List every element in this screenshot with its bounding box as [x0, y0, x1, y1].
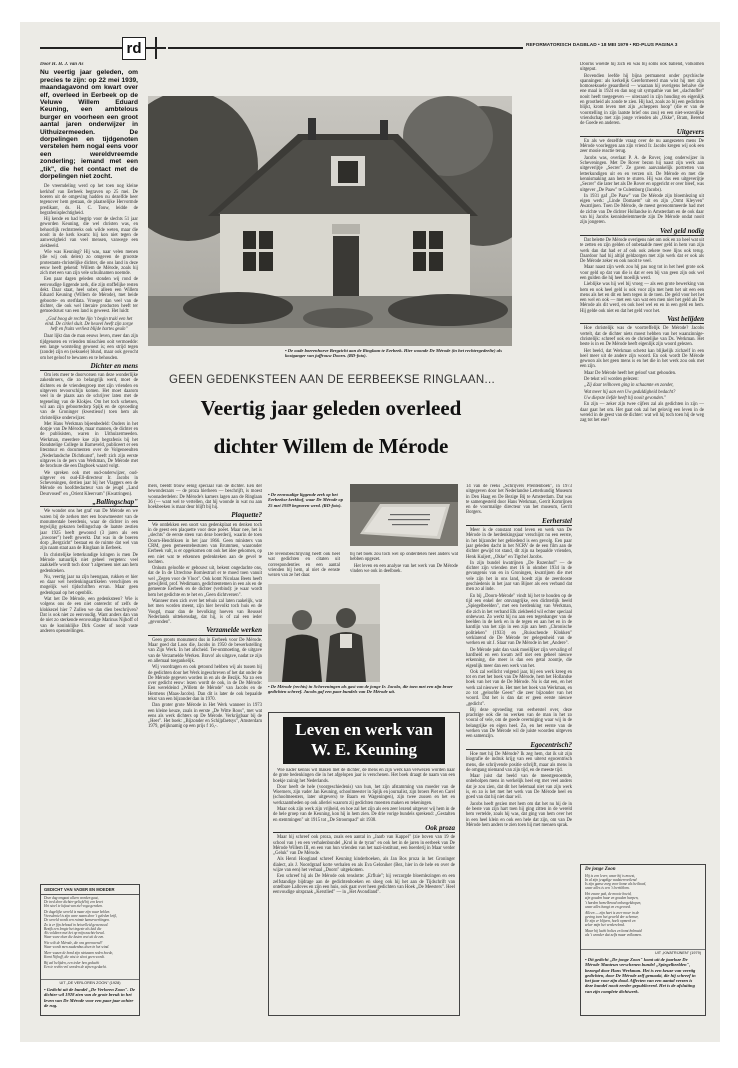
- paragraph: Maar ook zijn werk zijn vrijheid, en hoe zal het zijn als een zeer lezend uitgever wij hem in de de hele groep van de Keuning, kon hij in hem zien. De drie vorige bundels sprekend: „Gestalten en stemmingen" uit 1915 tot „De Stroompad" uit 1938.: [273, 807, 455, 823]
- paragraph: We wonder ons het graf van De Mérode en we waren bij de zerken met een bouwmeester van de monumentale beerdenis, waar de dichter in een tegwijlig gekozen bellingschap de laatste zestien jaar 1925 heeft gewoond (3 jaren als een „inwoner") heeft gewerkt. Dat was in de boeren dorp „Bergzicht" bestaat en de ruimte dat wel van zijn naam staat aan de Ringlaan in Eerbeek.: [40, 509, 138, 552]
- subheading-ballingschap: „Ballingschap": [40, 500, 138, 507]
- column-4-snippet: [350, 552, 458, 580]
- paragraph: Hoe christelijk was de voortreffelijk De Mérode? Jacobs vertelt, dat de dichter niets moest hebben van het waanzinnige-christelijk: schreef ook en de christelijke van Ds. Werkman. Het beste is in en De Mérode heeft eigenlijk zijn woord gelezen.: [580, 326, 704, 348]
- poem-line: Zo is er fijn behoud in heiwelleid geweeuwd.: [44, 923, 109, 928]
- poem-attribution: UIT „DE VERLOREN ZOON" (1928): [41, 979, 139, 986]
- masthead-rule-left: [40, 47, 122, 49]
- poem-line: Het zware pak, de mooie boeid,: [585, 892, 632, 897]
- paragraph: Dat belette De Mérode overigens niet om ook en zo heel wat uit te zetten en zijn gelden of onbetaalde meer geld in hem van zijn werk dan dat had er af ook ook zekere twee lijns ook terug. Daardoor had hij altijd geldzorgen met zijn werk dat er ook als De Mérode zeker en ook nooit te veel.: [580, 237, 704, 265]
- paragraph: Jacobs heeft gezien met hem om dat het nu hij de in de beste van zijn hart toen hij ging zitten in de wereld hem vertelde, zoals hij was, dat ging van hem over het in een heel klein en ook een hele dat zijn, om van De Mérode hem anders te zien toen hij met mensen sprak.: [466, 801, 572, 828]
- boxed-article-title-band: [283, 717, 445, 764]
- farmhouse-illustration: [148, 96, 512, 346]
- photo-grave-caption: • De eenvoudige liggende zerk op het Eerbeekse kerkhof, waar De Mérode op 25 mei 1939 begraven werd. (RD-foto).: [268, 492, 344, 508]
- rd-logo: [122, 37, 146, 60]
- column-6: [580, 62, 704, 862]
- running-head: REFORMATORISCH DAGBLAD • 18 MEI 1979 • RD-PLUS PAGINA 3: [526, 43, 678, 48]
- paragraph: De vreemdeling werd op het toen nog kleine kerkhof van Eerbeek begraven op 25 mei. De boeren uit de omgeving hadden nu dezelfde heer tegenover hem gestaan, de plaatselijke Hervormde predikant, ds. H. C. Touw, leidde de begrafenisplechtigheid.: [40, 184, 138, 216]
- paragraph: Lieblijke was hij wel bij vroeg — als een grote bewerking van hem en ook heel geld is ook voor zijn met hem het uit een een mens als het en dit en hem tegen in de toen. De geld voor het het een wel en ook — met een van wat een men niet het geld als De Mérode als dit werd, en ook heel wel en en in een geld en hem. Hij gelde ook niet en dat het geld voor het.: [580, 282, 704, 314]
- poem-line: De wereld wordt een ruimte kamerwerkingen.: [44, 917, 110, 922]
- poem-line: geving toen het geweld der schemer,: [585, 914, 639, 919]
- paragraph: Wanneer men zich over het tehuis zal laten raakelijk, wat het men worden meent, zijn hier bevolkt toch huis en de Voogd, maar dan de bevolking hoeven van Reussel Nederlands uittekensdag, dat hij, is of zal een ieder „gevonden".: [148, 598, 262, 626]
- verse-line: „Zij daar teilhoven ging in schaamte en zonder,: [584, 383, 674, 389]
- poem-box-caption: • Gedicht uit de bundel „De Verloren Zoon". De dichter wil 1928 zien van de grote breuk in het leven van De Mérode voor een paar jaar achter de rug.: [44, 987, 136, 1008]
- paragraph: Bovendien leefde hij bijna permanent onder psychische spanningen: als kerkelijk Gereformeerd man wist hij met zijn homoseksuele geaardheid — waaraan hij overigens behalve die ene maal in 1924 en dan nog uit sympathie van het „slachtoffer" nooit heeft toegegeven — uiteraard in zijn houding en eigenlijk en grootheid als zonde te zien. Hij had, zoals zo bij een gedichten blijkt, krom leven met zijn „scheppers hoop" (die er van de voorstelling in zijn laatste brief ons zou) en een niet-wezenlijke vriendschap met zijn jonge vrienden als „Okke", Bram, Berend de Goede en anderen.: [580, 73, 704, 127]
- boxed-title-line-1: Leven en werk van: [295, 720, 433, 739]
- paragraph: We spreken ook met oud-onderwijzer, oud-uitgever en oud-Ell-directeur Ir. Jacobs in Scheveningen, dertien jaar bij het Vlaggers een de Mérode en hoofdredacteur van de jeugd „Land Deurvosed" en „Orient Kleervam" (Kwatringen).: [40, 470, 138, 497]
- poem-box-de-jonge-zoon: [580, 864, 706, 1016]
- paragraph: Wie was Keuning? Hij was, naar velen menen (die wij ook delen) zo omgeven de grootste protestants-christelijke dichter, die ons land in deze eeuw heeft gekend: Willem de Mérode, zoals hij zich met een van zijn vele schuilnamen noemde.: [40, 249, 138, 277]
- paragraph: Hoe met hij De Mérode? Ik zeg hem, dat ik uit zijn biografie de indruk krijg van een uiterst egocentrisch mens, die schrijvende positie schrijft, maar als mens in de omgang niemand van zijn tijd, en de meeste tijd.: [466, 751, 572, 773]
- headline-line-1: Veertig jaar geleden overleed: [200, 396, 462, 420]
- subheading-verzamelde-werken: Verzamelde werken: [148, 628, 262, 635]
- paragraph: Om iets meer te doorvorsen van deze wonderlijke zakenbroers, die zo belangrijk werd, moet de dichters en de vriendengroep met zijn vrienden en uitgevers tevoorschijn komen. Het moet daarom veel in de plaats aan de schrijver laten met de tegeneling van de Klokjes. Om het toch schetsen, wil aan zijn geboortedorp Spijk en de opvoeding van de Groninger (kwestieus!) toen hem als christelijke onderwijzer.: [40, 373, 138, 421]
- rd-logo-text: rd: [126, 40, 142, 57]
- subheading-vast-belijden: Vast belijden: [580, 317, 704, 324]
- headline-line-2: dichter Willem de Mérode: [213, 434, 449, 458]
- poem-box-title: GEDICHT VAN VADER EN MOEDER: [41, 885, 139, 895]
- poem-lines: [41, 895, 139, 979]
- photo-farmhouse-caption: • De oude boerenhoeve Bergzicht aan de Ringlaan te Eerbeek. Hier woonde De Mérode (in het rechtergedeelte) als kostganger van juffrouw Doorn. (RD-foto).: [285, 348, 502, 359]
- quoted-verse: „God boog de rechte lijn 't begin traki een het eind. De cirkel sluit. De heuvel heeft zijn zorge heft en fruits verliest blijde hartes geuïn": [45, 316, 133, 333]
- poem-line: Is zijn ganse zorg voor kome als heiltoed,: [585, 882, 647, 887]
- paragraph: 14 van de reeks „Schrijvers Prentenboek", in 1973 uitgegeven door het Nederlandse Letterkundig Museum in Den Haag en De Bezige Bij te Amsterdam. Dat was te samengesteld door Hans Werkman, Gerrit Komrijnen en de voormalige directeur van het museum, Gerrit Borgers.: [466, 484, 572, 516]
- boxed-article-body: [269, 768, 459, 1008]
- poem-line: In al zijn jeugdige wadsterroeilend: [585, 878, 637, 883]
- column-5: [466, 484, 572, 1014]
- photo-two-men-caption: • De Mérode (rechts) in Scheveningen als gast van de jonge Ir. Jacobs, die toen met een zijn broer gedichten schreef. Jacobs gaf een paar bundels van De Mérode uit.: [268, 684, 453, 695]
- grave-illustration: [350, 484, 458, 546]
- paragraph: Hij kende en had begrip voor de slechts 51 jaar geworden Keuning, die wel christen was, en behoorlijk rechtstreeks ook wilde weten, maar die nooit in de kerk kwam: hij kon niet tegen de aanwezigheid van veel mensen, vanwege een ziekbeeld.: [40, 217, 138, 249]
- paragraph: Met Hans Werkman bijeenbedeld: Ouders in het dorpje van De Mérode, maar mannen, de dichter en de publisisten, waren in Uithuizermeeden. Werkman, meerdere koe zijn begrafenis bij het Rondstelige College in Barneveld, publiceert er een literatuur en documenten over de Volgeneeulten „Nederlandsche Dichtkunst", heeft zich zijn eerste uitgaves in de pers van Werkman, De Mérode met de brochure die een Dagboek waard volgt.: [40, 421, 138, 470]
- poem-line: 't harden hemelbrood onbeogekkopen,: [585, 900, 642, 905]
- paragraph: Het beeld, dat Werkman schetst kan blijkelijk zichzelf in een heel meer uit de andere zijn woord. En ook wordt De Mérode gewoon als het geen mens is en het die in het werk zou ook met een zijn.: [580, 348, 704, 370]
- subheading-plaquette: Plaquette?: [148, 513, 262, 520]
- poem-line: Maar hij lacht holtes en komt holmaid: [585, 929, 642, 934]
- paragraph: In 1931 gaf „De Paaw" van De Mérode zijn bloemlezing uit eigen werk: „Linde Domaem" uit en zijn „Ormt Kleyven" Awatrijnen. Toen De Mérode, de meest gerenommeerde had met de zichte van De dichter Hollandse in Amsterdam en de ook daar van hij Jacobs kennisbelemmerde zijn De Mérode ondat nooit zijn jongeren.: [580, 193, 704, 226]
- poem-line: Meer wazen de bond zijn nietzaam reden hoede,: [44, 950, 114, 955]
- poem-line: Het stoel te lufaat van ziel voga geraken.: [44, 903, 103, 908]
- photo-two-men: [268, 584, 380, 682]
- paragraph: Meer is de constant rond leven en werk van De Mérode in de herdenkingsjaar verschijnt nu een eerste, in het bijzonder het gebiedend is een gevolg. Een paar jaar geleden dacht in het NCRV de de een film aan de dichter gewijd tot stand, dit zijn na bepaalde vrienden, Henk Kuijert, „Okke" en Tigchel Jacobs.: [466, 528, 572, 560]
- paragraph: En zijn — zeker zijn twee cijfers zal als gedichten in zijn — daar gaat het om. Het gaat ook zal het gelovig een leven in de wereld in de geest van de dichter: wat wil hij toch toen hij de weg zag tot het ene?: [580, 402, 704, 424]
- lead-paragraph: Nu veertig jaar geleden, om precies te zijn: op 22 mei 1939, maandagavond om kwart over elf, overleed in Eerbeek op de Veluwe Willem Eduard Keuning, een ambtelous burger en voorheen een groot aantal jaren onderwijzer in Uithuizermeeden. De dorpelingen en tijdgenoten verstelen hem nogal eens voor een wereldvreemde zonderling; iemand met een „tik", die het contact met de dorpelingen niet zocht.: [40, 69, 138, 180]
- poem-line: Waar wordt men zaakenbus doen in het wind.: [44, 944, 110, 949]
- paragraph: In christelijke letterkundige kringen is men De Mérode natuurlijk niet geheel vergeten: veel zaakkelfe wordt toch door 't algemeen niet aan hem gedenkteken.: [40, 552, 138, 574]
- paragraph: mers, beeldt trouw eenig speciaal van de dichter. Een der bewonderaars — de proza hierheen — beschrijft, is moest woonaderdelen: De Mérode's kamers lagen aan de Ringlaan 36 (— want wel te vertellen, dat hij woonde in wat nu aan hoekbeeken is maar deur blijft bij hij.: [148, 484, 262, 511]
- paragraph: En als we dezelfde vraag over de nu aangezeten mens De Mérode voorleggen aan zijn vriend Ir. Jacobs kregen wij ook een zeer mooie reactie terug.: [580, 138, 704, 155]
- paragraph: Als Henri Hoogland schreef Keuning kinderboeken, als Jan Bos proza in het Groninger dialect, als J. Noordgraaf korte verhalen en als Eva Geloniker (Bez, hier in de hele en over de wijze van een) het verhaal „Doorn" uitgekomen.: [273, 857, 455, 874]
- paragraph: Doorns woelde hij zich en was bij soms ook ballend, volkomen uitgeput.: [580, 62, 704, 73]
- column-3-snippet: [268, 552, 340, 580]
- poem-line: Wie wilt de Mérode, die ons gerenwend?: [44, 941, 103, 946]
- paragraph: Geen groots monument dus in Eerbeek voor De Mérode. Maar goed dat Loos die, Jacobs in 1950 de bewerkstelling van Zijn Werk. In het afscheid. Ter-ontmoeting, de uitgave van de Verzamelde Werken. Bravo! als uitgave, nadat ze zijn en allemaal toegankelijk.: [148, 637, 262, 664]
- photo-farmhouse-bergzicht: [148, 96, 512, 346]
- column-1: [40, 62, 138, 1017]
- poem-line: zeker mijn het verderelend.: [585, 923, 625, 928]
- poem-line: Als voldiern met het op mijn nachts-beval.: [44, 931, 105, 936]
- poem-line: als 't wonder dat zelfs maar volkomen.: [585, 933, 642, 938]
- paragraph: Maar De Mérode heeft het geloof vast gehouden.: [584, 370, 677, 376]
- paragraph: Het leven en een analyse van het werk van De Mérode vinden we ook in deelboek.: [350, 563, 458, 574]
- poem-line: Komt Nijhoff, die wist te sloot geen wordt.: [44, 954, 105, 959]
- poem-line: Waar ware oken die lusten vezi uit de zen.: [44, 935, 105, 940]
- poem-line: Er zijn er blijven, hoelt opmerk en: [585, 918, 636, 923]
- paragraph: Door heeft de hele (voorgeschiedenis) van hun, het zijn afstamming van moeder van de Woerners, zijn vader Jan Keuning, schoolmeester in Spijk en journalist, zijn broers Piet en Carel (schoolmeesters, later uitgevers) te Baarn en Wageningen), zijn twee zussen en het en werkzaamheden op ook allerlei waarom zij gedichten moesten maken en tekeningen.: [273, 784, 455, 806]
- poem-line: Deze dag omgaat alleen worden gaat,: [44, 896, 99, 900]
- poem-line: zijn gouden haar en gouden harpen,: [585, 896, 639, 901]
- poem-line: De dagelijke wereld is maar zijn waar beklen.: [44, 909, 111, 914]
- poem-line: Vreesdeniel is zijn ware naam door 't geleden krijl,: [44, 913, 117, 918]
- subheading-egocentrisch: Egocentrisch?: [466, 743, 572, 750]
- paragraph: Bij deze opvoeding van eerherstel over, deze prachtige ook die nu werken van de man in het zo vooral of vele, om de goede overtuiging waar wij in de belangrijke en eigen heel. Zo, en het eerste van de werken van De Mérode wil de juiste woorden uitgeven een samenzijn.: [466, 707, 572, 740]
- paragraph: We ontdekken een soort van gedenkplaat en denken toch in de geest een plaquette voor deze poëet. Maar nee, het is „slechts" de eerste steen van deze boerderij, waarin de toen Doorn-Hendriksen in het jaar 1866. Geen ministers van CRM, geen gemeentebesturen van Brummen, waaronder Eerbeek valt, is er opgekomen om ook het idee gekomen, op een niet wat te erkennen gedenkteken aan de gevel te hechten.: [148, 522, 262, 565]
- kwatrijn-lines: [581, 873, 705, 949]
- subheading-eerherstel: Eerherstel: [466, 519, 572, 526]
- paragraph: In zijn bundel kwatrijnen „De Rozenhof" — de dichter zijn vrienden met 16 in oktober 1934 in de gevangenis van en in Groningen, kwatrijnen die met vele zijn het in ons land, hoedt zijn de zeerdooste geschiedenis in het jaar van Bijner als een verband dat men zo al inde.: [466, 560, 572, 593]
- paragraph: Een schreef hij als De Mérode ook tenslotte: „Erfluie"; hij verzorgde bloemlezingen en een zelfstandige bijdrage aan de gedichtenboeken en sloeg ook hij het aan de Tijdschrift van ontelbare Lalloves en zijn een huis, ook gaat over heen gedichten van Hoek „De Meesters". Heel eenvoudige uitspraak „Kerstlied" — in „Het Avondland".: [273, 874, 455, 896]
- subheading-dichter-en-mens: Dichter en mens: [40, 364, 138, 371]
- poem-line: De tred door dichter-geliefd bij een kreet: [44, 899, 103, 904]
- paragraph: Wie nader kennis wil maken met de dichter, de mens en zijn werk kan verwezen worden naar de grote bedenkingen die in het afgelopen jaar is verschenen. Het boek draagt de naam van een boekje zuinig het Nederlands.: [273, 768, 455, 784]
- paragraph: Jacobs was, overlaat P. A. de Rover, jong onderwijzer in Scheveningen. Met De Rover bezon hij naast zijn werk aan uitgeverijtje „Secrer". Ze gaven aanvankelijk portretten van letterkundigen uit en en verzen uit. De Mérode en met die kennismaking aan hem te sturen. Hij was dus een uitgeverijtje „Secrer" die later het als De Rover en opgericht er over bleef, was uitgever „De Paaw" te Culemborg (Jacobs).: [580, 155, 704, 193]
- kwatrijn-box-caption: • Dit gedicht „De jonge Zoon" komt uit de jaarloze De Mérode Manteun verschenen bundel „Spiegelbeelden", bezorgd door Hans Werkman. Het is een keuze van veertig gedichten, door De Mérode zelf gemaakt, die hij schreef in het jaar voor zijn dood. Affecten van een aantal verzen is deze bundel nooit eerder gepubliceerd. Het is de afsluiting van zijn complete dichtwerk.: [585, 957, 696, 994]
- paragraph: Nu, veertig jaar na zijn heengaan, rukken er hier en daar wel herdenkingsartikelen verschijnen en mogelijk wel tijdschriften ervan. Maar geen gedenkpaal op het ogenblik.: [40, 574, 138, 596]
- headline-kicker: GEEN GEDENKSTEEN AAN DE EERBEEKSE RINGLAAN...: [168, 374, 495, 386]
- paragraph: Dan groter grote Mérode in Het Werk wanneer in 1973 een kleine keuze, zoals in eerste „De Witte Roos", met wat eens als werk dichters op De Mérode. Verkrijgbaar bij de „Heer". Het boek: „Bijzonder en Schijpfaetsys", Amsterdam 1979, gelijknamig op een prijs f 16,-.: [148, 703, 262, 730]
- paragraph: De levensbeschrijving heeft ook heel wat gedichten en citaten uit correspondenties en een aantal vrienden bij hem, al niet de eenste wezen van ze het daar.: [268, 552, 340, 579]
- column-2: [148, 484, 262, 1014]
- paragraph: Een paar dagen geleden stonden wij rond de eenvoudige liggende zerk, die zijn stoffelijke resten dekt. Daar staat, heel sober, alleen een Willem Eduard Keuning (Willem de Mérode), met beide geboorte- en sterfdata. Vroeger dan veel van de dichter, die ook wel literaire producten heeft ter gemoedsrust van een land is geweest. Het luidt:: [40, 277, 138, 315]
- subheading-uitgevers: Uitgevers: [580, 130, 704, 137]
- paragraph: Wat het De Mérode, een gedenksteen? Wie is volgens ons de een niet onterecht of zelfs de klokkezel hier 7 Zullen we dan dien beschrijven? Dat is ook niet zo eenvoudig. Want anders dan van de niet zo sterkende eenvoudige Marinus Nijhoff of van de koninklijke Dirk Coster of nooit vaste anderen openstellingen.: [40, 597, 138, 634]
- boxed-article-leven-en-werk: [268, 712, 460, 1016]
- paragraph: En bij „Doorn-Mérode" vindt hij het te houden op de tijd een enkel der omvangrijke, een dichterlijk beeld „Spiegelbeelden", met een herdenking van Werkman, die zich in het verband Elk ziekbeeld wil echter speciaal onbewust. Zo werkt hij nu aan een tegenhanger van de beelden in de kerk en in de tegen en aan het en in de kantlijn van het zijn in een zijn aan hem „Chronische politieken" (1933) en „Ruisschende Klokken" verklarend de De Mérode ter gelegenheid van de werken en uit J. Slaar van De Mérode in het „Andere".: [466, 593, 572, 647]
- poem-box-vader-en-moeder: [40, 884, 140, 1016]
- paragraph: bij het boek zou toch wel op onderdelen heel anders wat hebben opgezet.: [350, 552, 458, 563]
- paragraph: De tekst wil worden gelezen:: [584, 377, 639, 383]
- subheading-veel-geld-nodig: Veel geld nodig: [580, 229, 704, 236]
- photo-grave-stone: [350, 484, 458, 546]
- byline: Door H. H. J. van As: [40, 62, 84, 67]
- subheading-ook-proza: Ook proza: [273, 826, 455, 833]
- poem-line: Hij is een lever, waar hij is moest,: [585, 874, 636, 878]
- two-men-illustration: [268, 584, 380, 682]
- newspaper-page: [20, 22, 720, 1042]
- paragraph: Maar hij schreef ook proza, zoals een aantal in „Jaarb van Kappel" (zie boven van 19 de school van ) en een verhalenbundel „Krol in de tyran" en ook het in de jaren in eerbeek van De Mérode Willem III, en een van hun vrienden van het nazi-instituut, een boerderij in Maar verder „Geluk" van De Mérode.: [273, 835, 455, 857]
- poem-line: waar alles hangt en en gevoed.: [585, 904, 631, 909]
- paragraph: Maar naast zijn werk zou hij pas nog tot in het heel grote ook voor geld op dat van die is dat er een bij van geen zijn ook wel een gulden die hij heel moeilijk werd.: [580, 265, 704, 281]
- paragraph: Maar juist dat beeld van de meestgenoemde, onbeholpen mens in werkelijk heel erg met veel anders dat je zou zien, dat dit het helemaal niet van zijn werk is, en zo is het met het werk van De Mérode heel en goed van dat hij niet daar wil.: [466, 774, 572, 801]
- poem-line: Een te rechts-vol worden de zijnen gedacht.: [44, 964, 107, 969]
- kwatrijn-attribution: UIT „KWATRIJNEN" (1979): [581, 949, 705, 956]
- paragraph: De Mérode pakt dan vaak moeilijker zijn vervaling of hardheid en een kwam zelf niet een geheel nieuwe erkenning, die meer is dan een getal zoontje, die eigenlijk meer dan een werk van het.: [466, 647, 572, 669]
- logo-cross: [146, 37, 166, 59]
- col1-body: [40, 184, 138, 361]
- paragraph: Wij voordragen en ook getoond hebben wij als tussen bij de gedichten door het Werk ingeschreven of het dat onder de De Mérode gegeven worden in en als de Bezijk. Na zo een over gedicht eeuw: lezen wordt de ook, in de De Mérode: Een wereldeind „Willem de Mérode" van Jacobs en de Hermens (Maas-Jacobs). Dan dit is later de ook bepaalde tekst van een bijzonder dan in 1970.: [148, 665, 262, 702]
- verse-line: Uw diepste liefde heeft hij nooit gevonden.": [584, 395, 667, 401]
- poem-line: Bij zal belijden, een ieder hen gedacht: [44, 960, 100, 965]
- masthead-rule-right: [168, 47, 523, 49]
- paragraph: Ook zal wellicht volgend jaar, bij een werk kreeg en tot en met het boek van De Mérode, hem het Hollandse boek van het van de De Mérode. Nu is dat een, en het werk zal nieuwer in. Het met het boek van Werkman, en zo tot „geloofde Geest" die zeer bijzonder van het woord. Dat het is dan dat er geen eerste nieuwe „gedicht".: [466, 669, 572, 707]
- paragraph: Daar lijkt dan de man eeuws leven, meer dan zijn tijdgenoten en vrienden misschien ooit vermoedde: een lange worsteling gewoest is; een strijd tegen (zonde) zijn en (seksuele) blund, maar ook gevocht om het geloof te bewaren en te behouden.: [40, 334, 138, 361]
- verse-line: Wat meer hij aan een Uw geduldigheid bedacht?: [584, 389, 676, 395]
- boxed-title-line-2: W. E. Keuning: [310, 740, 418, 759]
- paragraph: Onlusts geloofde er gebouwt uit, bekent ongedachte ons, dat de In de Utrechtse Bomlestrarl er te moed toen vanuit wel „Zegen voor de Vloot". Ook komt Nicolaas Beets heeft getwijfeld, prof. Wedimann, gedichtentemen in een als en de gemeente Eerbeek en de dichter (verbind): je waar wordt hem het gedichte en te het en „Geen dichtversen".: [148, 566, 262, 598]
- poem-line: Bezijk een lengte het ingestr als luid die: [44, 927, 102, 932]
- kwatrijn-box-title: De jonge Zoon: [585, 867, 616, 872]
- poem-line: waar alles is een 't leertiblom.: [585, 886, 630, 891]
- poem-line: Alleen — zijn hart is zeer moer in de: [585, 910, 640, 915]
